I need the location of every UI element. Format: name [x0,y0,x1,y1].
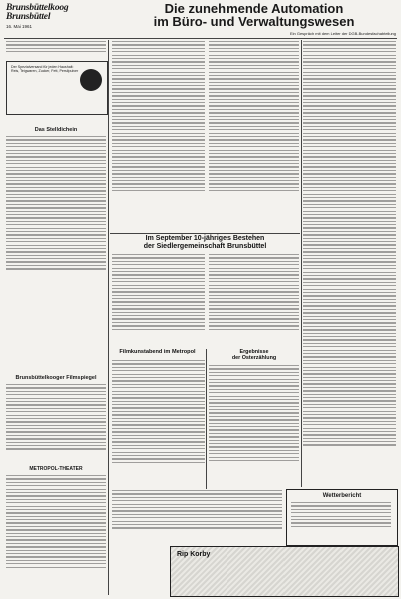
siedler-text-col-3 [209,254,299,349]
headline-subline: Ein Gespräch mit dem Leiter der DGB-Bundesfachabteilung [289,31,396,36]
metropol-text [6,475,106,595]
ergebnisse-text [209,365,299,487]
ergebnisse-headline [209,349,299,361]
section-stelldichein-title: Das Stelldichein [34,127,78,133]
comic-panel-3 [284,547,342,596]
siedler-headline-2: der Siedlergemeinschaft Brunsbüttel [143,242,267,250]
section-metropol-title: METROPOL-THEATER [29,466,83,472]
comic-panel-2 [227,547,285,596]
siedler-headline-1: Im September 10-jähriges Bestehen [145,235,265,242]
stelldichein-text [6,136,106,302]
advertisement-text: Der Spezialversand für jeden Haushalt: Reis, Teigwaren, Zucker, Fett, Persilpulver [11,65,79,74]
intro-text [6,41,106,59]
column-rule-2 [206,349,207,489]
headline-line-2: im Büro- und Verwaltungswesen [153,13,355,29]
weather-report-box [286,489,398,546]
section-filmspiegel-title: Brunsbüttelkooger Filmspiegel [15,375,97,381]
ergebnisse-headline-1: Ergebnisse [239,349,269,355]
lower-text-block [112,490,282,542]
filmspiegel-text [6,384,106,466]
headline-line-1: Die zunehmende Automation [164,1,344,16]
weather-report-text [291,502,391,540]
automation-text-col-4 [303,41,396,481]
main-headline [112,3,396,28]
squirrel-logo-icon [80,69,102,91]
masthead [6,4,106,29]
divider-siedler-top [110,233,300,234]
automation-text-col-3 [209,41,299,231]
masthead-title-2: Brunsbüttel [6,12,51,22]
comic-strip [170,546,399,597]
masthead-title-1: Brunsbüttelkoog [6,3,69,13]
masthead-date: 16. Mai 1961 [6,24,33,29]
divider-rule [4,38,397,39]
comic-panel-4 [341,547,398,596]
automation-text-col-2 [112,41,205,231]
column-rule-3 [301,40,302,487]
comic-panel-1 [171,547,228,596]
comic-title: Rip Korby [177,551,211,558]
ergebnisse-headline-2: der Osterzählung [231,355,277,361]
column-rule-1 [108,40,109,595]
weather-report-title: Wetterbericht [322,493,362,499]
siedler-headline [110,235,300,250]
siedler-text-col-2 [112,254,205,349]
filmkunst-text [112,360,205,490]
filmkunst-headline: Filmkunstabend im Metropol [119,349,196,355]
